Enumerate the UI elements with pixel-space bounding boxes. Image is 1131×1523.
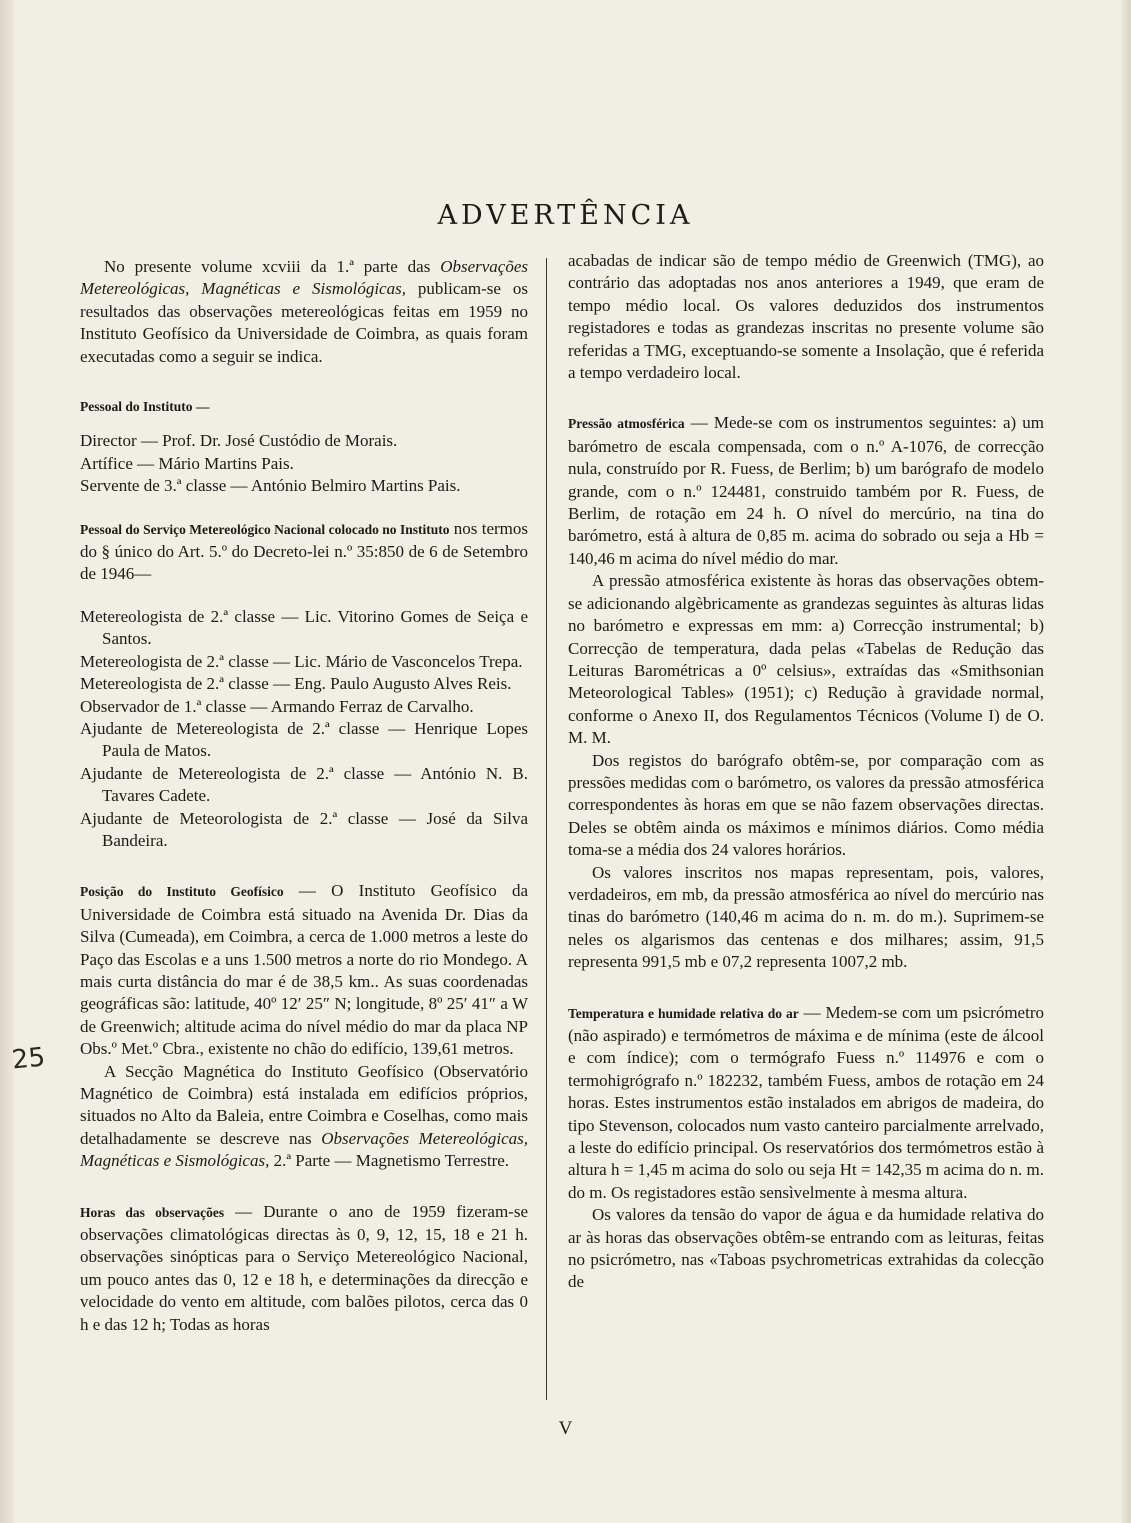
column-divider: [546, 258, 547, 1400]
list-item: Ajudante de Metereologista de 2.ª classe — Henrique Lopes Paula de Matos.: [80, 718, 528, 761]
posicao-heading: Posição do Instituto Geofísico: [80, 884, 284, 900]
list-item: Metereologista de 2.ª classe — Lic. Mário de Vasconcelos Trepa.: [80, 651, 523, 671]
page-title: ADVERTÊNCIA: [437, 200, 694, 232]
pressao-heading: Pressão atmosférica: [568, 416, 685, 432]
smn-list: [80, 606, 528, 852]
seccao-paragraph: A Secção Magnética do Instituto Geofísico (Observatório Magnético de Coimbra) está instalada em edifícios próprios, situados no Alto da Baleia, entre Coimbra e Coselhas, como mais detalhadamente se descreve nas Observações Metereológicas, Magnéticas e Sismológicas, 2.ª Parte — Magnetismo Terrestre.: [80, 1061, 528, 1171]
pressao-paragraph-4: Os valores inscritos nos mapas representam, pois, valores, verdadeiros, em mb, da pressão atmosférica ao nível do mercúrio nas tinas do barómetro (140,46 m acima do n. m. do m.). Suprimem-se neles os algarismos das centenas e dos milhares; assim, 91,5 representa 991,5 mb e 07,2 representa 1007,2 mb.: [568, 862, 1044, 972]
intro-paragraph: No presente volume xcviii da 1.ª parte das Observações Metereológicas, Magnéticas e Sismológicas, publicam-se os resultados das observações metereológicas feitas em 1959 no Instituto Geofísico da Universidade de Coimbra, as quais foram executadas como a seguir se indica.: [80, 257, 528, 366]
list-item: Ajudante de Meteorologista de 2.ª classe — José da Silva Bandeira.: [80, 808, 528, 850]
horas-continuation: acabadas de indicar são de tempo médio de Greenwich (TMG), ao contrário das adoptadas nos anos anteriores a 1949, que eram de tempo médio local. Os valores deduzidos dos instrumentos registadores e todas as grandezas inscritas no presente volume são referidas a TMG, exceptuando-se somente a Insolação, que é referida a tempo verdadeiro local.: [568, 251, 1044, 383]
list-item: Metereologista de 2.ª classe — Lic. Vitorino Gomes de Seiça e Santos.: [80, 606, 528, 649]
smn-heading: Pessoal do Serviço Metereológico Nacional colocado no Instituto: [80, 521, 450, 537]
handwritten-margin-note: 25: [10, 1042, 47, 1076]
posicao-paragraph: Posição do Instituto Geofísico — O Instituto Geofísico da Universidade de Coimbra está situado na Avenida Dr. Dias da Silva (Cumeada), em Coimbra, a cerca de 1.000 metros a leste do Paço das Escolas e a uns 1.500 metros a norte do rio Mondego. A mais curta distância do mar é de 38,5 km.. As suas coordenadas geográficas são: latitude, 40º 12′ 25″ N; longitude, 8º 25′ 41″ a W de Greenwich; altitude acima do nível médio do mar da placa NP Obs.º Met.º Cbra., existente no chão do edifício, 139,61 metros.: [80, 881, 528, 1059]
list-item: Ajudante de Metereologista de 2.ª classe — António N. B. Tavares Cadete.: [80, 763, 528, 806]
list-item: Observador de 1.ª classe — Armando Ferraz de Carvalho.: [80, 696, 474, 716]
horas-heading: Horas das observações: [80, 1204, 225, 1220]
temperatura-paragraph-2: Os valores da tensão do vapor de água e da humidade relativa do ar às horas das observações obtêm-se entrando com as leituras, feitas no psicrómetro, nas «Taboas psychrometricas extrahidas da colecção de: [568, 1205, 1044, 1292]
pessoal-heading: Pessoal do Instituto —: [80, 399, 210, 415]
page-number: V: [558, 1418, 573, 1439]
list-item: Servente de 3.ª classe — António Belmiro Martins Pais.: [80, 476, 461, 496]
smn-paragraph: Pessoal do Serviço Metereológico Nacional colocado no Instituto nos termos do § único do Art. 5.º do Decreto-lei n.º 35:850 de 6 de Setembro de 1946—: [80, 518, 528, 584]
pressao-paragraph-2: A pressão atmosférica existente às horas das observações obtem-se adicionando algèbricamente as grandezas seguintes às alturas lidas no barómetro e expressas em mm: a) Correcção instrumental; b) Correcção de temperatura, dada pelas «Tabelas de Redução das Leituras Barométricas a 0º celsius», extraídas das «Smithsonian Meteorological Tables» (1951); c) Redução à gravidade normal, conforme o Anexo II, dos Regulamentos Técnicos (Volume I) de O. M. M.: [568, 571, 1044, 748]
left-column: [80, 256, 528, 1336]
list-item: Director — Prof. Dr. José Custódio de Morais.: [80, 431, 398, 451]
pessoal-list: [80, 430, 528, 497]
horas-paragraph: Horas das observações — Durante o ano de 1959 fizeram-se observações climatológicas directas às 0, 9, 12, 15, 18 e 21 h. observações sinópticas para o Serviço Metereológico Nacional, um pouco antes das 0, 12 e 18 h, e determinações da direcção e velocidade do vento em altitude, com balões pilotos, cerca das 0 h e das 12 h; Todas as horas: [80, 1201, 528, 1334]
temperatura-paragraph: Temperatura e humidade relativa do ar — Medem-se com um psicrómetro (não aspirado) e termómetros de máxima e de mínima (este de álcool e com índice); com o termógrafo Fuess n.º 114976 e com o termohigrógrafo n.º 182232, também Fuess, ambos de rotação em 24 horas. Estes instrumentos estão instalados em abrigos de madeira, do tipo Stevenson, colocados num vasto canteiro parcialmente arrelvado, a leste do edifício principal. Os reservatórios dos termómetros estão à altura h = 1,45 m acima do solo ou seja Ht = 142,35 m acima do n. m. do m. Os registadores estão sensìvelmente à mesma altura.: [568, 1002, 1044, 1202]
pressao-paragraph-3: Dos registos do barógrafo obtêm-se, por comparação com as pressões medidas com o barómetro, os valores da pressão atmosférica correspondentes às horas em que se não fazem observações directas. Deles se obtêm ainda os máximos e mínimos diários. Como média toma-se a média dos 24 valores horários.: [568, 750, 1044, 860]
list-item: Artífice — Mário Martins Pais.: [80, 453, 294, 473]
temperatura-heading: Temperatura e humidade relativa do ar: [568, 1005, 799, 1021]
pressao-paragraph: Pressão atmosférica — Mede-se com os instrumentos seguintes: a) um barómetro de escala compensada, com o n.º A-1076, de correcção nula, construído por R. Fuess, de Berlim; b) um barógrafo de modelo grande, com o n.º 124481, construido também por R. Fuess, de Berlim, de rotação em 24 h. O nível do mercúrio, na tina do barómetro, está à altura de 0,85 m. acima do sobrado ou seja a Hb = 140,46 m acima do nível médio do mar.: [568, 413, 1044, 568]
right-column: [568, 250, 1044, 1294]
list-item: Metereologista de 2.ª classe — Eng. Paulo Augusto Alves Reis.: [80, 674, 512, 694]
